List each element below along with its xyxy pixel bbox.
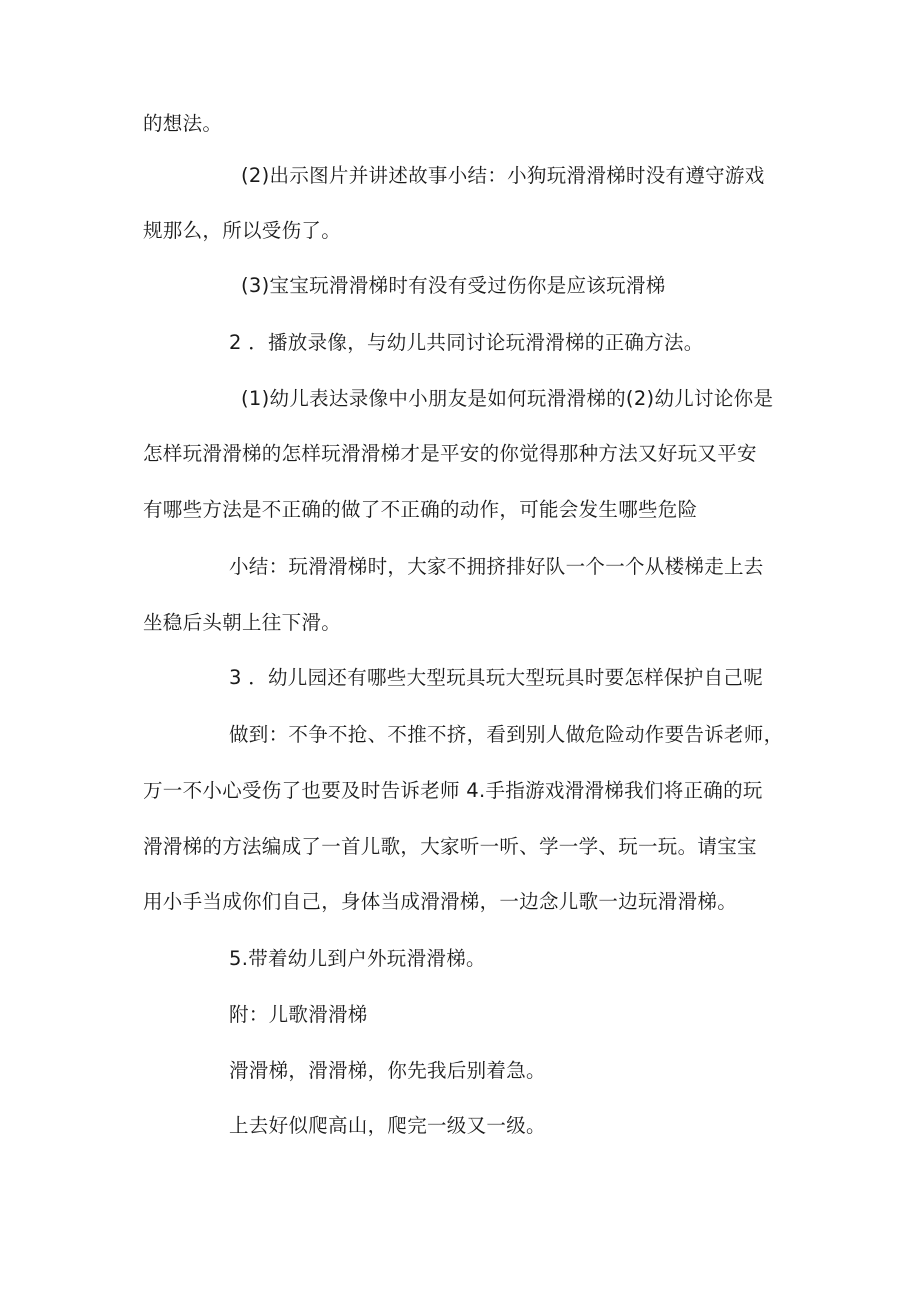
text-line: 坐稳后头朝上往下滑。 — [143, 611, 342, 634]
text-line: 做到：不争不抢、不推不挤，看到别人做危险动作要告诉老师， — [229, 723, 784, 746]
text-line: (1)幼儿表达录像中小朋友是如何玩滑滑梯的(2)幼儿讨论你是 — [241, 387, 774, 410]
text-line: 附：儿歌滑滑梯 — [229, 1003, 368, 1026]
text-line: 用小手当成你们自己，身体当成滑滑梯，一边念儿歌一边玩滑滑梯。 — [143, 890, 738, 913]
text-line: 5.带着幼儿到户外玩滑滑梯。 — [229, 947, 486, 970]
text-line: 万一不小心受伤了也要及时告诉老师 4.手指游戏滑滑梯我们将正确的玩 — [143, 779, 763, 802]
text-line: 滑滑梯，滑滑梯，你先我后别着急。 — [229, 1059, 546, 1082]
text-line: 2 ．播放录像，与幼儿共同讨论玩滑滑梯的正确方法。 — [229, 331, 704, 354]
text-line: 怎样玩滑滑梯的怎样玩滑滑梯才是平安的你觉得那种方法又好玩又平安 — [143, 442, 757, 465]
text-line: 规那么，所以受伤了。 — [143, 219, 342, 242]
text-line: (2)出示图片并讲述故事小结：小狗玩滑滑梯时没有遵守游戏 — [241, 164, 765, 187]
text-line: (3)宝宝玩滑滑梯时有没有受过伤你是应该玩滑梯 — [241, 274, 666, 297]
text-line: 小结：玩滑滑梯时，大家不拥挤排好队一个一个从楼梯走上去 — [229, 555, 764, 578]
text-line: 有哪些方法是不正确的做了不正确的动作，可能会发生哪些危险 — [143, 498, 698, 521]
text-line: 滑滑梯的方法编成了一首儿歌，大家听一听、学一学、玩一玩。请宝宝 — [143, 835, 757, 858]
text-line: 的想法。 — [143, 112, 223, 135]
text-line: 上去好似爬高山，爬完一级又一级。 — [229, 1114, 546, 1137]
text-line: 3 ．幼儿园还有哪些大型玩具玩大型玩具时要怎样保护自己呢 — [229, 666, 764, 689]
